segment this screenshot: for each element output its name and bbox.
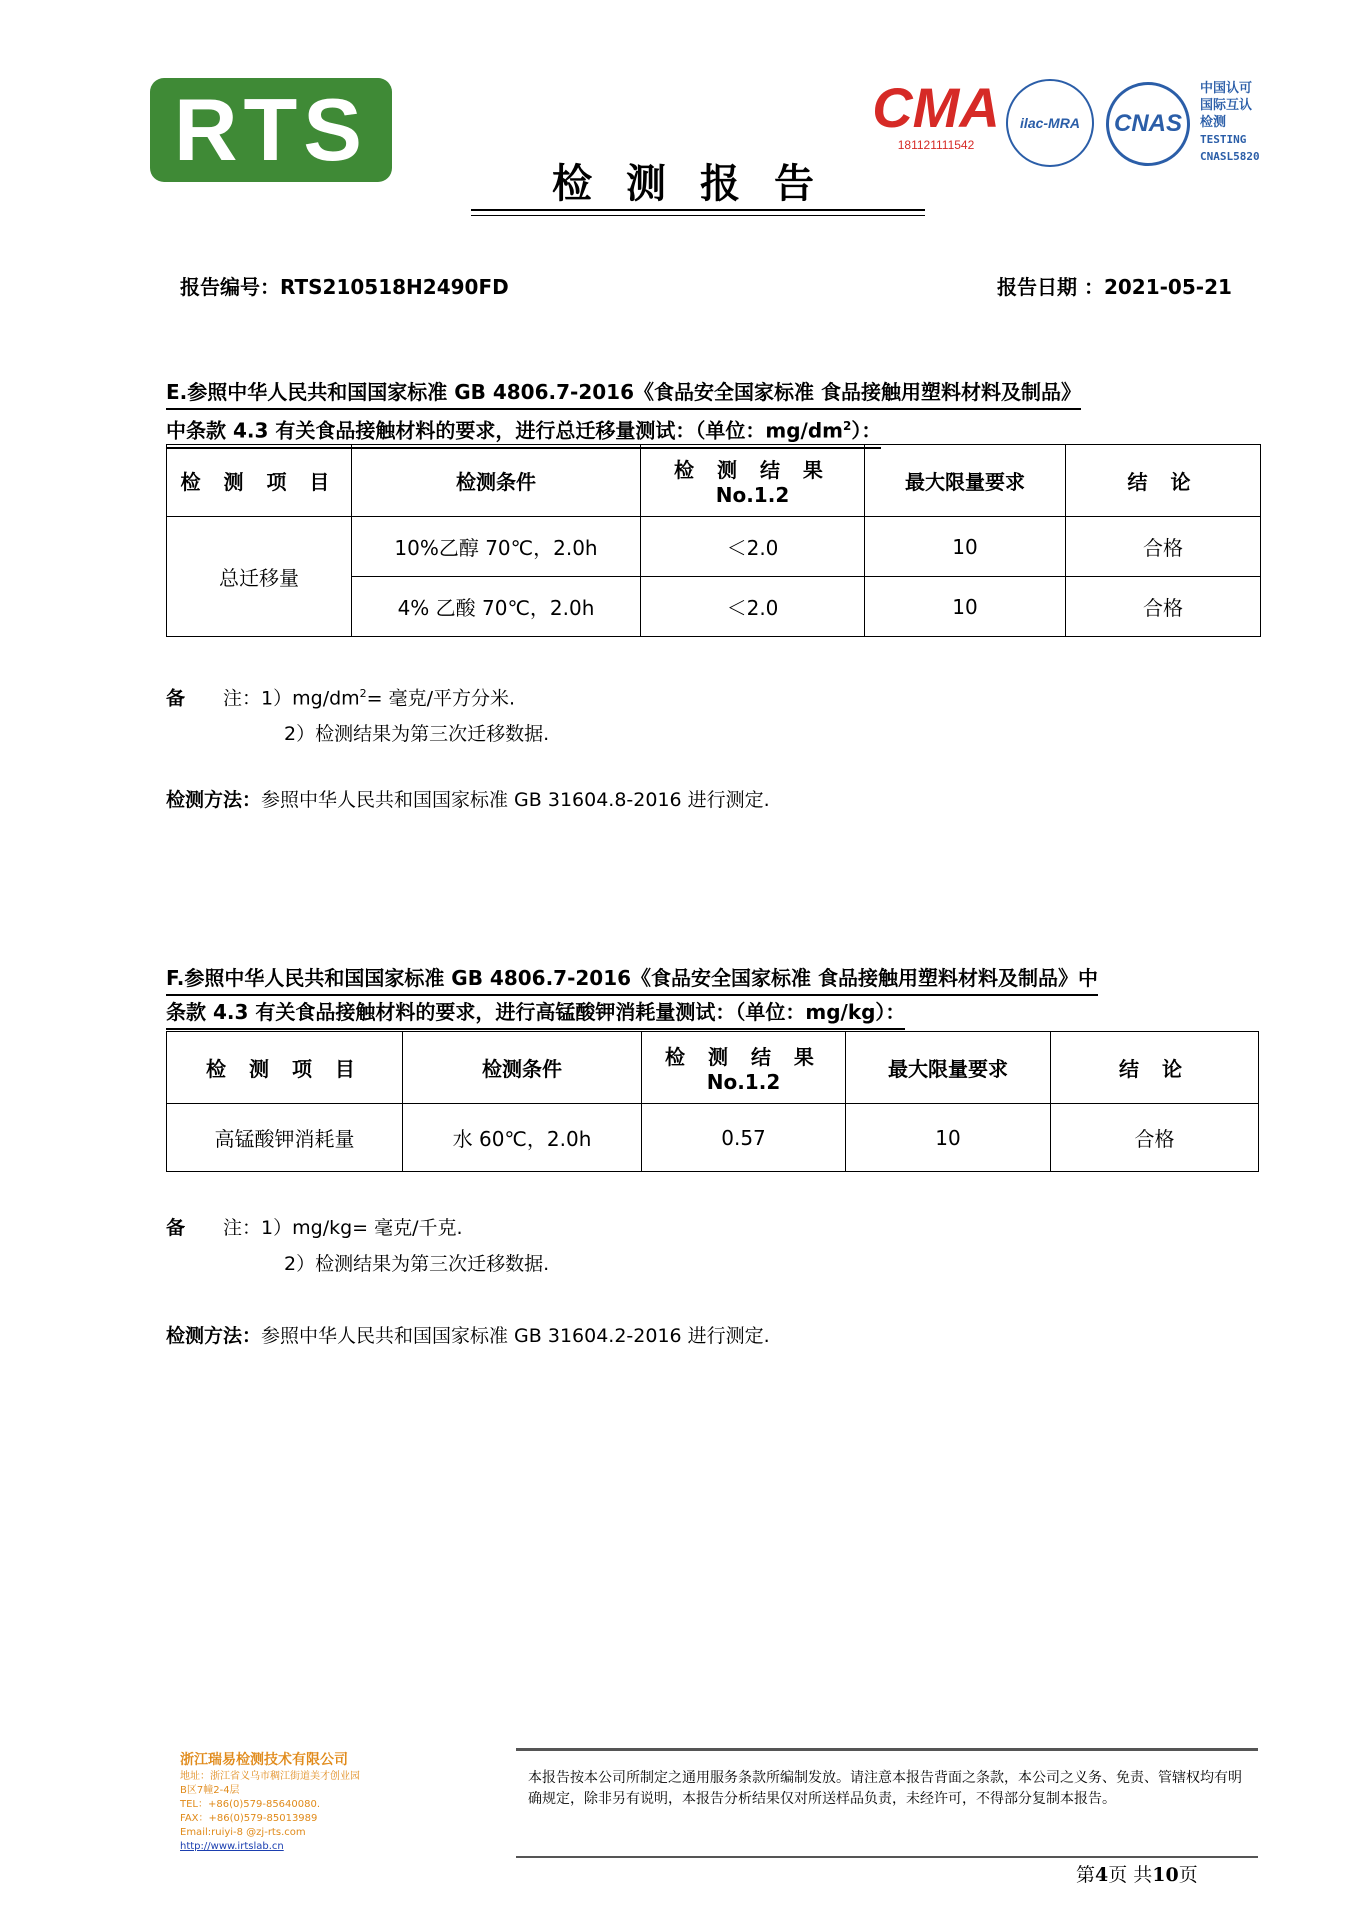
note-label-suffix: 注： (223, 1217, 262, 1239)
page-current: 4 (1095, 1864, 1109, 1886)
conclusion-cell: 合格 (1051, 1104, 1259, 1172)
table-row (167, 1104, 1259, 1172)
header-result-no: No.1.2 (715, 483, 790, 507)
header-result (641, 445, 865, 517)
section-e-heading-line2 (166, 410, 881, 449)
title-underline (471, 209, 925, 211)
page-title: 检测报告 (552, 161, 848, 207)
header-limit: 最大限量要求 (846, 1032, 1051, 1104)
company-tel: TEL：+86(0)579-85640080. (180, 1799, 321, 1810)
footer-divider (516, 1748, 1258, 1751)
result-cell: ＜2.0 (641, 517, 865, 577)
method-text: 参照中华人民共和国国家标准 GB 31604.2-2016 进行测定. (261, 1325, 770, 1347)
limit-cell: 10 (865, 517, 1066, 577)
company-fax: FAX：+86(0)579-85013989 (180, 1813, 318, 1824)
section-e-heading-line2-end: ）： (851, 418, 882, 443)
page-number (1076, 1860, 1198, 1887)
page-middle: 页 共 (1108, 1864, 1153, 1886)
cnas-side-text (1200, 80, 1280, 165)
result-cell: ＜2.0 (641, 577, 865, 637)
header-item: 检 测 项 目 (167, 1032, 403, 1104)
cnas-side-line: 中国认可 (1200, 81, 1253, 96)
condition-cell: 水 60℃，2.0h (403, 1104, 642, 1172)
conclusion-cell: 合格 (1066, 517, 1261, 577)
condition-cell: 10%乙醇 70℃，2.0h (352, 517, 641, 577)
rts-logo (150, 78, 392, 182)
rts-logo-text: RTS (174, 80, 368, 179)
section-e-method (166, 782, 770, 818)
section-e-heading-line1: E.参照中华人民共和国国家标准 GB 4806.7-2016《食品安全国家标准 食品接触用塑料材料及制品》 (166, 376, 1081, 410)
conclusion-cell: 合格 (1066, 577, 1261, 637)
company-email[interactable]: Email:ruiyi-8 @zj-rts.com (180, 1827, 306, 1838)
table-row (167, 517, 1261, 577)
cma-mark: CMA (872, 76, 1000, 139)
company-address: 地址：浙江省义乌市稠江街道美才创业园 (180, 1771, 360, 1782)
header-result-label: 检 测 结 果 (665, 1045, 822, 1069)
footer-disclaimer: 本报告按本公司所制定之通用服务条款所编制发放。请注意本报告背面之条款，本公司之义务、免责、管辖权均有明确规定，除非另有说明，本报告分析结果仅对所送样品负责，未经许可，不得部分复制本报告。 (528, 1770, 1242, 1807)
section-e-table (166, 444, 1261, 637)
note-line (166, 676, 549, 716)
footer-company-block (180, 1750, 510, 1854)
cnas-side-line: CNASL5820 (1200, 150, 1260, 163)
condition-cell: 4% 乙酸 70℃，2.0h (352, 577, 641, 637)
cma-number: 181121111542 (897, 138, 975, 152)
company-address: B区7幢2-4层 (180, 1785, 240, 1796)
note-1-end: = 毫克/平方分米. (366, 687, 516, 710)
header-conclusion: 结 论 (1066, 445, 1261, 517)
title-underline (471, 215, 925, 216)
note-1: 1）mg/dm (261, 687, 360, 710)
section-e-heading-line2-text: 中条款 4.3 有关食品接触材料的要求，进行总迁移量测试：（单位：mg/dm (166, 418, 843, 443)
cnas-side-line: 检测 (1200, 115, 1227, 130)
section-e-heading (166, 376, 1256, 449)
cnas-mark: CNAS (1113, 110, 1182, 137)
note-2: 2）检测结果为第三次迁移数据. (284, 1253, 550, 1275)
cnas-side-line: TESTING (1200, 133, 1247, 146)
cnas-side-line: 国际互认 (1200, 98, 1253, 113)
note-2: 2）检测结果为第三次迁移数据. (284, 723, 550, 746)
header-condition: 检测条件 (403, 1032, 642, 1104)
note-1: 1）mg/kg= 毫克/千克. (261, 1217, 463, 1239)
report-date (997, 271, 1232, 300)
section-f-method (166, 1318, 770, 1354)
note-label-suffix: 注： (223, 687, 262, 710)
report-number-label: 报告编号： (180, 275, 280, 299)
note-label: 备 (166, 687, 186, 710)
ilac-mra-seal (1006, 79, 1094, 167)
section-f-heading-line1: F.参照中华人民共和国国家标准 GB 4806.7-2016《食品安全国家标准 食品接触用塑料材料及制品》中 (166, 962, 1098, 996)
section-f-heading-line2: 条款 4.3 有关食品接触材料的要求，进行高锰酸钾消耗量测试：（单位：mg/kg）： (166, 996, 905, 1030)
report-date-value: 2021-05-21 (1103, 275, 1232, 299)
footer-divider (516, 1856, 1258, 1858)
superscript: 2 (842, 419, 852, 433)
method-text: 参照中华人民共和国国家标准 GB 31604.8-2016 进行测定. (261, 789, 770, 811)
table-header-row (167, 445, 1261, 517)
report-number (180, 271, 509, 300)
table-header-row (167, 1032, 1259, 1104)
header-limit: 最大限量要求 (865, 445, 1066, 517)
header-condition: 检测条件 (352, 445, 641, 517)
section-f-heading (166, 962, 1256, 1030)
report-date-label: 报告日期 ： (997, 275, 1104, 299)
item-cell: 总迁移量 (167, 517, 352, 637)
method-label: 检测方法： (166, 789, 262, 811)
page-total: 10 (1152, 1864, 1179, 1886)
result-cell: 0.57 (642, 1104, 846, 1172)
note-label: 备 (166, 1217, 186, 1239)
header-result (642, 1032, 846, 1104)
section-e-notes (166, 676, 549, 752)
method-label: 检测方法： (166, 1325, 262, 1347)
page-prefix: 第 (1076, 1864, 1096, 1886)
note-line (166, 1210, 549, 1246)
section-f-table (166, 1031, 1259, 1172)
header-conclusion: 结 论 (1051, 1032, 1259, 1104)
header-item: 检 测 项 目 (167, 445, 352, 517)
cnas-seal (1106, 82, 1190, 166)
superscript: 2 (359, 687, 367, 700)
header-result-no: No.1.2 (706, 1070, 781, 1094)
ilac-mark: ilac-MRA (1020, 115, 1080, 131)
company-name: 浙江瑞易检测技术有限公司 (180, 1752, 348, 1768)
item-cell: 高锰酸钾消耗量 (167, 1104, 403, 1172)
report-number-value: RTS210518H2490FD (280, 275, 509, 299)
limit-cell: 10 (865, 577, 1066, 637)
page-suffix: 页 (1178, 1864, 1198, 1886)
limit-cell: 10 (846, 1104, 1051, 1172)
header-result-label: 检 测 结 果 (674, 458, 831, 482)
company-website-link[interactable]: http://www.irtslab.cn (180, 1841, 284, 1852)
section-f-notes (166, 1210, 549, 1282)
